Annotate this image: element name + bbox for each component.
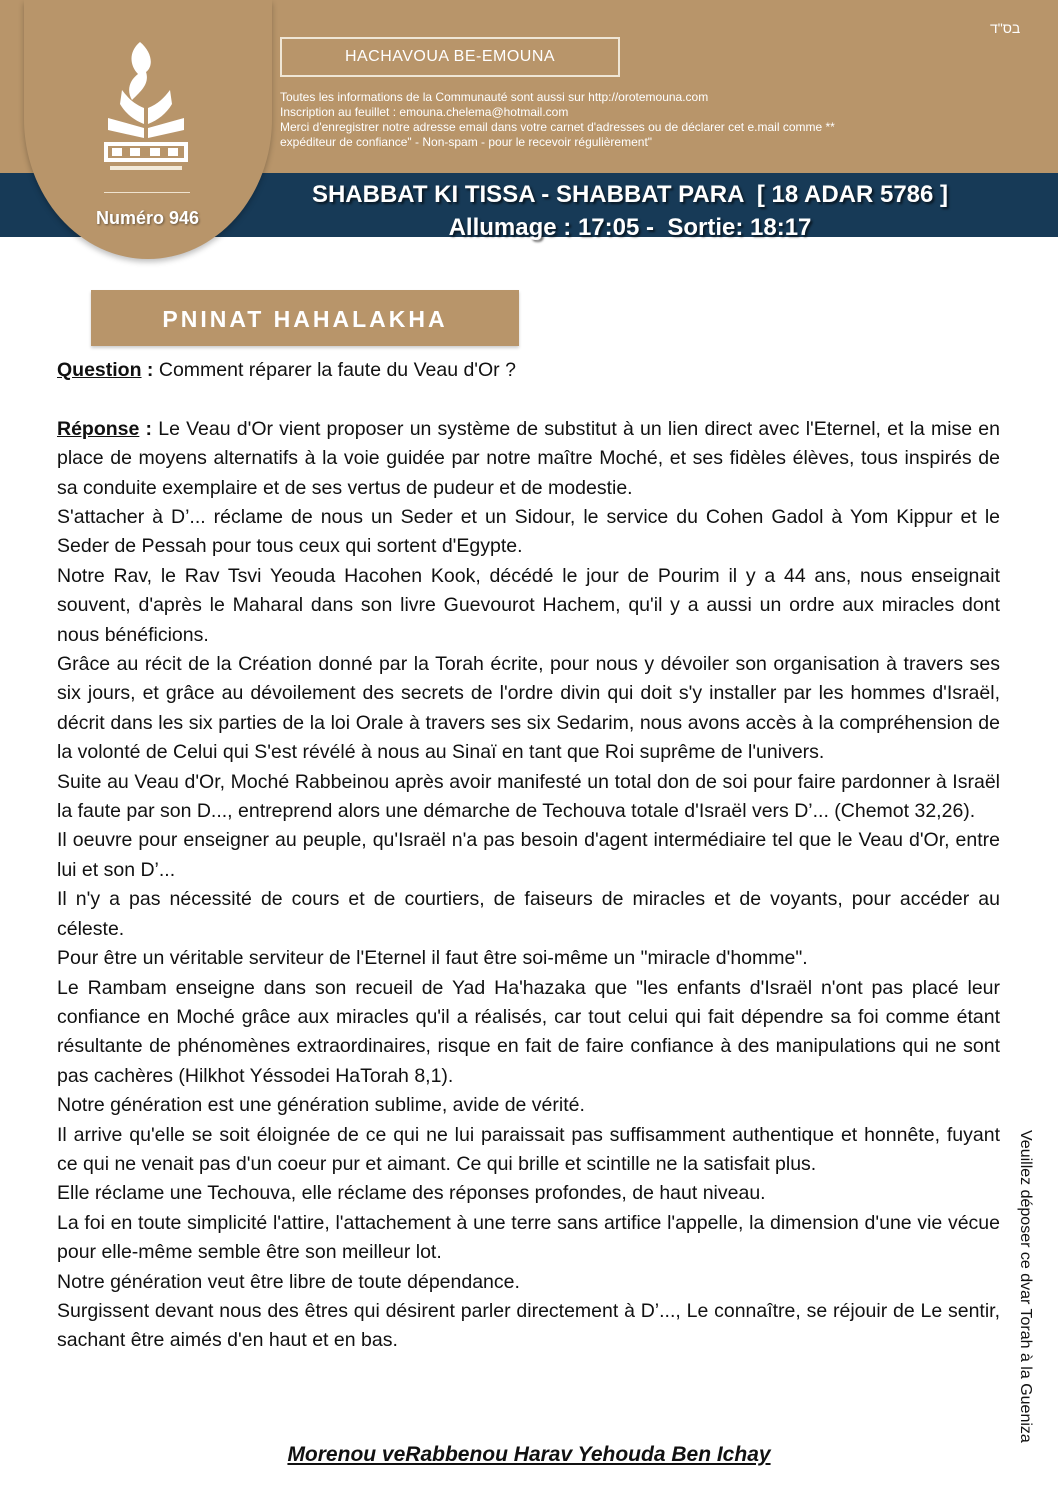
- info-line: Merci d'enregistrer notre adresse email dans votre carnet d'adresses ou de déclarer cet e.mail comme **: [280, 120, 835, 134]
- article-body: [57, 356, 1000, 1356]
- article-paragraph: Notre génération est une génération sublime, avide de vérité.: [57, 1094, 585, 1117]
- article-paragraph: Surgissent devant nous des êtres qui désirent parler directement à D’..., Le connaître, se réjouir de Le sentir, sachant être aimés d'en haut et en bas.: [57, 1299, 1000, 1352]
- question-label: Question: [57, 359, 142, 381]
- issue-number: Numéro 946: [96, 208, 200, 228]
- info-line: Toutes les informations de la Communauté sont aussi sur http://orotemouna.com: [280, 90, 709, 104]
- logo-divider: [104, 192, 190, 193]
- answer-paragraph: Réponse : Le Veau d'Or vient proposer un système de substitut à un lien direct avec l'Eternel, et la mise en place de moyens alternatifs à la voie guidée par notre maître Moché, et ses fidèles élèves, tous inspirés de sa conduite exemplaire et de ses vertus de pudeur et de modestie.: [57, 417, 1000, 499]
- article-paragraph: S'attacher à D’... réclame de nous un Seder et un Sidour, le service du Cohen Gadol à Yom Kippur et le Seder de Pessah pour tous ceux qui sortent d'Egypte.: [57, 506, 1000, 558]
- article-paragraph: Il arrive qu'elle se soit éloignée de ce qui ne lui paraissait pas suffisamment authentique et honnête, fuyant ce qui ne venait pas d'un coeur pur et aimant. Ce qui brille et scintille ne la satisfait plus.: [57, 1123, 1000, 1175]
- article-paragraph: Elle réclame une Techouva, elle réclame des réponses profondes, de haut niveau.: [57, 1182, 766, 1205]
- article-paragraph: Suite au Veau d'Or, Moché Rabbeinou après avoir manifesté un total don de soi pour faire pardonner à Israël la faute par son D..., entreprend alors une démarche de Techouva totale d'Israël vers D’... (Chemot 32,26).: [57, 770, 1000, 823]
- article-paragraph: Notre Rav, le Rav Tsvi Yeouda Hacohen Kook, décédé le jour de Pourim il y a 44 ans, nous enseignait souvent, d'après le Maharal dans son livre Guevourot Hachem, qu'il y a aussi un ordre aux miracles dont nous bénéficions.: [57, 564, 1000, 646]
- answer-label: Réponse: [57, 417, 140, 440]
- candle-times: Allumage : 17:05 - Sortie: 18:17: [448, 214, 812, 241]
- article-paragraph: Grâce au récit de la Création donné par la Torah écrite, pour nous y dévoiler son organisation à travers ses six jours, et grâce au dévoilement des secrets de l'ordre divin qui doit s'y installer par les hommes d'Israël, décrit dans les six parties de la loi Orale à travers ses six Sedarim, nous avons accès à la compréhension de la volonté de Celui qui S'est révélé à nous au Sinaï en tant que Roi suprême de l'univers.: [57, 653, 1000, 764]
- author-signature: Morenou veRabbenou Harav Yehouda Ben Ichay: [287, 1443, 771, 1466]
- shabbat-title: SHABBAT KI TISSA - SHABBAT PARA [ 18 ADAR 5786 ]: [311, 181, 949, 208]
- info-block: [280, 90, 970, 150]
- article-paragraph: Il n'y a pas nécessité de cours et de courtiers, de faiseurs de miracles et de voyants, pour accéder au céleste.: [57, 888, 1000, 940]
- newsletter-title: HACHAVOUA BE-EMOUNA: [280, 37, 620, 77]
- hebrew-header-mark: בס"ד: [990, 20, 1021, 36]
- question-text: Comment réparer la faute du Veau d'Or ?: [158, 359, 516, 381]
- emouna-logo-icon: [100, 38, 192, 178]
- question-paragraph: Question : Comment réparer la faute du Veau d'Or ?: [57, 359, 516, 381]
- article-paragraph: Le Rambam enseigne dans son recueil de Yad Ha'hazaka que "les enfants d'Israël n'ont pas placé leur confiance en Moché grâce aux miracles qu'il a réalisés, car tout celui qui fait dépendre sa foi comme étant résultante de phénomènes extraordinaires, risque en fait de faire confiance à des manipulations qui ne sont pas cachères (Hilkhot Yéssodei HaTorah 8,1).: [57, 976, 1000, 1087]
- info-line: Inscription au feuillet : emouna.chelema@hotmail.com: [280, 105, 569, 119]
- article-paragraph: Il oeuvre pour enseigner au peuple, qu'Israël n'a pas besoin d'agent intermédiaire tel que le Veau d'Or, entre lui et son D’...: [57, 829, 1000, 881]
- guenizah-note: Veuillez déposer ce dvar Torah à la Guenizа: [1017, 1130, 1034, 1443]
- section-title: PNINAT HAHALAKHA: [91, 290, 519, 346]
- article-paragraph: Notre génération veut être libre de toute dépendance.: [57, 1270, 520, 1293]
- article-paragraph: Pour être un véritable serviteur de l'Eternel il faut être soi-même un "miracle d'homme".: [57, 947, 808, 970]
- info-line: expéditeur de confiance" - Non-spam - pour le recevoir régulièrement": [280, 135, 653, 149]
- answer-text: Le Veau d'Or vient proposer un système de substitut à un lien direct avec l'Eternel, et la mise en place de moyens alternatifs à la voie guidée par notre maître Moché, et ses fidèles élèves, tous inspirés de sa conduite exemplaire et de ses vertus de pudeur et de modestie.: [57, 417, 1000, 499]
- article-paragraph: La foi en toute simplicité l'attire, l'attachement à une terre sans artifice l'appelle, la dimension d'une vie vécue pour elle-même semble être son meilleur lot.: [57, 1211, 1000, 1264]
- shabbat-info: [250, 178, 1010, 244]
